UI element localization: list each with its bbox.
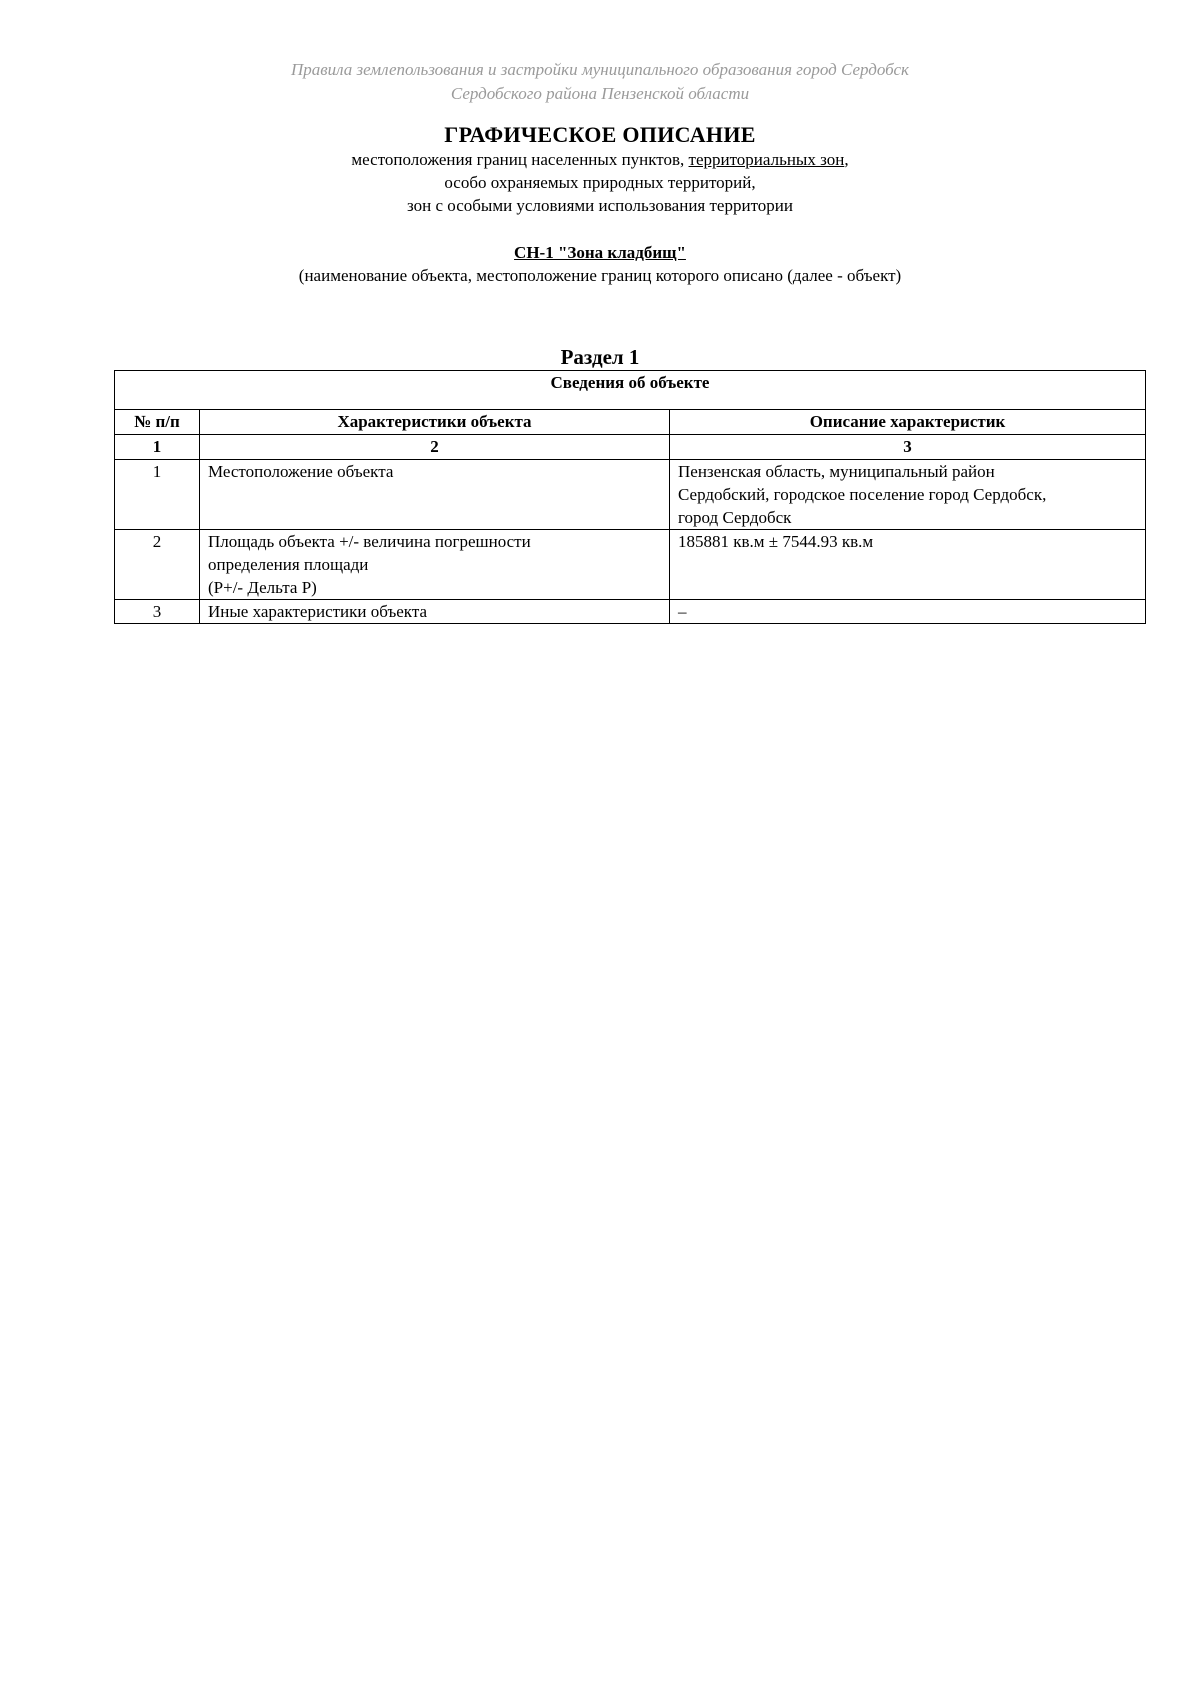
subtitle-line-1-end: , [844, 150, 849, 169]
table-caption-row [115, 371, 1146, 410]
cell-text: Площадь объекта +/- величина погрешности [208, 532, 531, 551]
table-row [115, 530, 1146, 600]
cell-text: Сердобский, городское поселение город Сердобск, [678, 485, 1047, 504]
row-number: 3 [115, 600, 200, 624]
subtitle-line-1-start: местоположения границ населенных пунктов, [351, 150, 689, 169]
table-row [115, 600, 1146, 624]
cell-text: (Р+/- Дельта Р) [208, 578, 317, 597]
object-name: СН-1 "Зона кладбищ" [514, 243, 686, 262]
cell-text: Иные характеристики объекта [208, 602, 428, 621]
object-info-table [114, 370, 1146, 624]
row-characteristic [200, 600, 670, 624]
document-subtitle [0, 148, 1200, 217]
table-caption: Сведения об объекте [115, 371, 1146, 410]
cell-text: определения площади [208, 555, 369, 574]
column-number-2: 2 [200, 435, 670, 460]
running-header-line-2: Сердобского района Пензенской области [450, 84, 750, 103]
column-header-characteristic: Характеристики объекта [200, 410, 670, 435]
object-name-note: (наименование объекта, местоположение границ которого описано (далее - объект) [298, 266, 902, 285]
row-number: 2 [115, 530, 200, 600]
column-number-1: 1 [115, 435, 200, 460]
cell-text: Местоположение объекта [208, 462, 394, 481]
running-header [0, 58, 1200, 106]
subtitle-line-2: особо охраняемых природных территорий, [444, 173, 756, 192]
cell-text: город Сердобск [678, 508, 792, 527]
row-description [670, 600, 1146, 624]
document-title: ГРАФИЧЕСКОЕ ОПИСАНИЕ [444, 122, 756, 147]
row-number: 1 [115, 460, 200, 530]
table-row [115, 460, 1146, 530]
subtitle-underlined-term: территориальных зон [688, 150, 845, 169]
cell-text: Пензенская область, муниципальный район [678, 462, 995, 481]
cell-text: 185881 кв.м ± 7544.93 кв.м [678, 532, 874, 551]
running-header-line-1: Правила землепользования и застройки муниципального образования город Сердобск [290, 60, 909, 79]
section-title: Раздел 1 [560, 345, 640, 369]
subtitle-line-3: зон с особыми условиями использования территории [407, 196, 793, 215]
subtitle-line-1 [0, 148, 1200, 171]
column-number-3: 3 [670, 435, 1146, 460]
column-number-row [115, 435, 1146, 460]
table-header-row [115, 410, 1146, 435]
row-characteristic [200, 530, 670, 600]
column-header-number: № п/п [115, 410, 200, 435]
cell-text: – [678, 602, 687, 621]
row-description [670, 530, 1146, 600]
row-characteristic [200, 460, 670, 530]
row-description [670, 460, 1146, 530]
column-header-description: Описание характеристик [670, 410, 1146, 435]
